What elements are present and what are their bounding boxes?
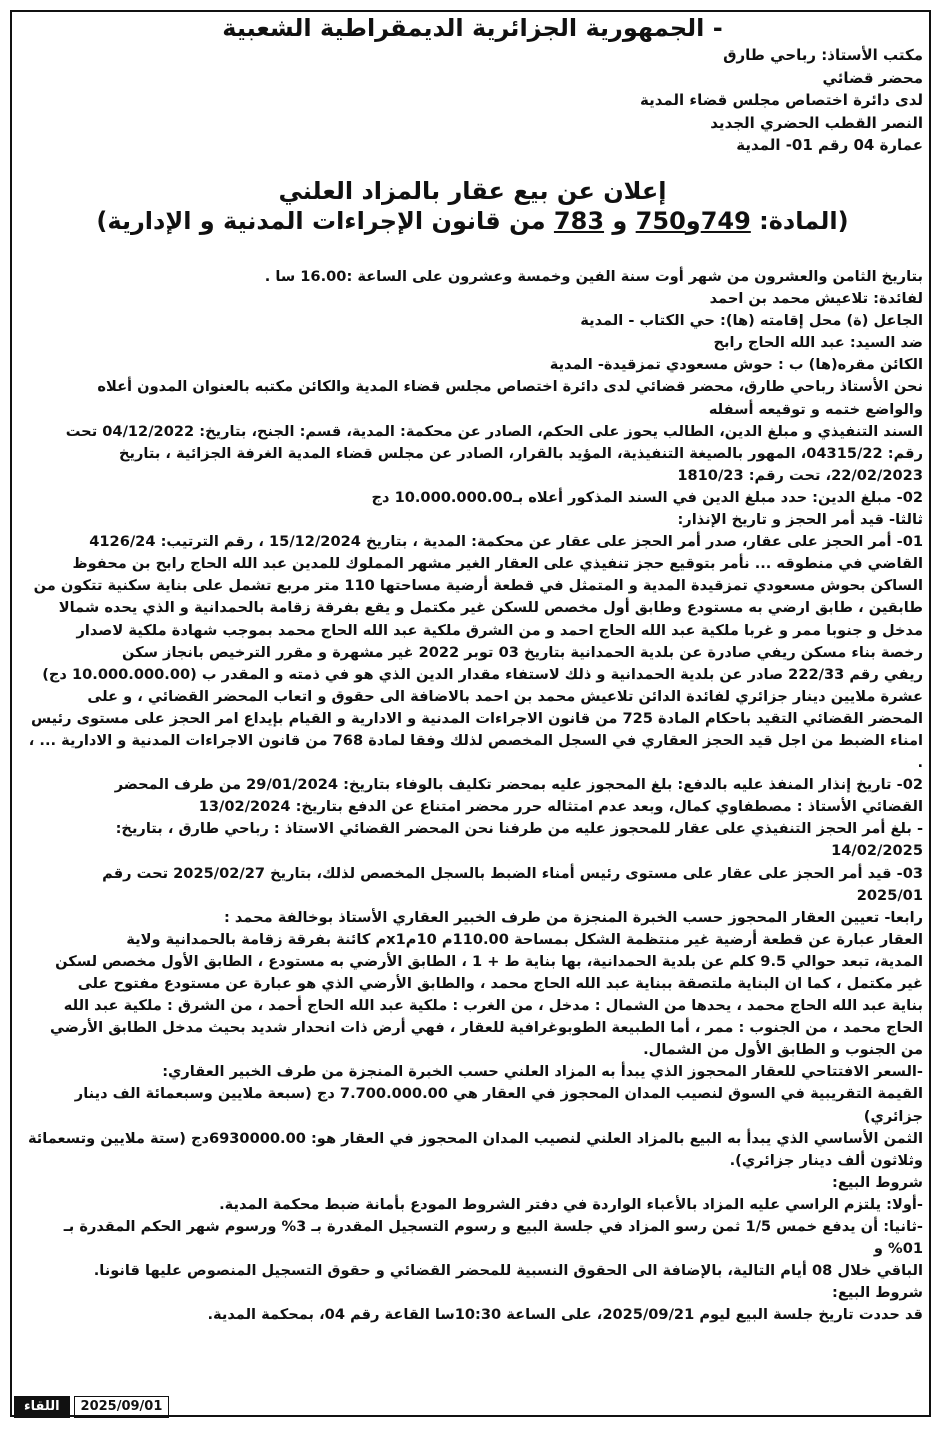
body-line: 02- تاريخ إنذار المنفذ عليه بالدفع: بلغ المحجوز عليه بمحضر تكليف بالوفاء بتاريخ: 29/01/2024 من طرف المحضر bbox=[114, 776, 923, 794]
body-line: 02- مبلغ الدين: حدد مبلغ الدين في السند المذكور أعلاه بـ10.000.000.00 دج bbox=[371, 488, 923, 506]
body-line: 03- قيد أمر الحجز على عقار على مستوى رئيس أمناء الضبط بالسجل المخصص لذلك، بتاريخ 2025/02/27 تحت رقم bbox=[102, 864, 923, 882]
body-line: القيمة التقريبية في السوق لنصيب المدان المحجوز في العقار هي 7.700.000.00 دج (سبعة ملايين وسبعمائة الف دينار bbox=[74, 1085, 923, 1103]
body-line: -ثانيا: أن يدفع خمس 1/5 ثمن رسو المزاد في جلسة البيع و رسوم التسجيل المقدرة بـ 3% ورسوم شهر الحكم المقدرة بـ 01% و bbox=[63, 1218, 923, 1258]
body-line: 22/02/2023، تحت رقم: 1810/23 bbox=[677, 466, 923, 484]
publication-name: اللقاء bbox=[14, 1396, 70, 1418]
articles-prefix: (المادة: bbox=[750, 207, 849, 235]
body-line: طابقين ، طابق ارضي به مستودع وطابق أول مخصص للسكن غير مكتمل و يقع بفرقة زقامة بالحمدانية و الذي يحده شمالا bbox=[58, 599, 923, 617]
body-line: الساكن بحوش مسعودي تمزقيدة المدية و المتمثل في قطعة أرضية مساحتها 110 متر مربع تشمل على بناية سكنية تتكون من bbox=[33, 577, 923, 595]
body-line: الثمن الأساسي الذي يبدأ به البيع بالمزاد العلني لنصيب المدان المحجوز في العقار هو: 6930000.00دج (ستة ملايين وتسعمائة bbox=[27, 1129, 923, 1147]
footer-bar bbox=[14, 1396, 169, 1418]
body-line: الجاعل (ة) محل إقامته (ها): حي الكتاب - المدية bbox=[580, 312, 923, 330]
body-line: العقار عبارة عن قطعة أرضية غير منتظمة الشكل بمساحة 110.00م 10مx1م كائنة بفرقة زقامة بالحمدانية ولاية bbox=[126, 930, 923, 948]
office-line: محضر قضائي bbox=[822, 68, 923, 87]
office-block bbox=[403, 44, 923, 157]
body-line: -أولا: يلتزم الراسي عليه المزاد بالأعباء الواردة في دفتر الشروط المودع بأمانة ضبط محكمة المدية. bbox=[219, 1195, 923, 1213]
office-line: عمارة 04 رقم 01- المدية bbox=[736, 136, 923, 154]
office-line: النصر القطب الحضري الجديد bbox=[710, 113, 923, 132]
body-line: السند التنفيذي و مبلغ الدين، الطالب يحوز على الحكم، الصادر عن محكمة: المدية، قسم: الجنح، بتاريخ: 04/12/2022 تحت bbox=[65, 422, 923, 440]
body-line: قد حددت تاريخ جلسة البيع ليوم 2025/09/21، على الساعة 10:30سا القاعة رقم 04، بمحكمة المدية. bbox=[207, 1306, 923, 1324]
body-line: -السعر الافتتاحي للعقار المحجوز الذي يبدأ به المزاد العلني حسب الخبرة المنجزة من طرف الخبير العقاري: bbox=[162, 1063, 923, 1081]
body-line: غير مكتمل ، كما ان البناية ملتصقة ببناية عبد الله الحاج محمد ، والطابق الأرضي الذي هو عبارة عن مستودع مفتوح على bbox=[77, 975, 923, 992]
body-line: . bbox=[917, 754, 923, 772]
body-line: بتاريخ الثامن والعشرون من شهر أوت سنة الفين وخمسة وعشرون على الساعة :16.00 سا . bbox=[264, 268, 923, 285]
body-line: شروط البيع: bbox=[832, 1284, 923, 1302]
body-line: 2025/01 bbox=[856, 886, 923, 904]
office-line: مكتب الأستاذ: رباحي طارق bbox=[723, 46, 923, 64]
body-line: ريفي رقم 222/33 صادر عن بلدية الحمدانية و ذلك لاستفاء مقدار الدين الذي هو في ذمته و المقدر ب (10.000.000.00 دج) bbox=[42, 665, 923, 683]
page-title: - الجمهورية الجزائرية الديمقراطية الشعبية bbox=[222, 14, 723, 42]
notice-heading: إعلان عن بيع عقار بالمزاد العلني bbox=[278, 177, 667, 205]
body-line: رابعا- تعيين العقار المحجوز حسب الخبرة المنجزة من طرف الخبير العقاري الأستاذ بوخالفة محمد : bbox=[223, 908, 923, 926]
body-line: امناء الضبط من اجل قيد الحجز العقاري في السجل المخصص لذلك وفقا لمادة 768 من قانون الاجراءات المدنية و الادارية ... ، bbox=[28, 731, 923, 749]
articles-separator: و bbox=[604, 207, 636, 235]
body-line: الباقي خلال 08 أيام التالية، بالإضافة الى الحقوق النسبية للمحضر القضائي و حقوق التسجيل المنصوص عليها قانونا. bbox=[93, 1262, 923, 1280]
body-line: لفائدة: تلاعيش محمد بن احمد bbox=[709, 290, 923, 308]
body-line: القضائي الأستاذ : مصطفاوي كمال، وبعد عدم امتثاله حرر محضر امتناع عن الدفع بتاريخ: 13/02/2024 bbox=[198, 798, 923, 816]
body-line: - بلغ أمر الحجز التنفيذي على عقار للمحجوز عليه من طرفنا نحن المحضر القضائي الاستاذ : رباحي طارق ، بتاريخ: bbox=[115, 820, 923, 838]
body-line: شروط البيع: bbox=[832, 1173, 923, 1191]
body-line: ضد السيد: عبد الله الحاج رابح bbox=[713, 334, 923, 352]
body-line: نحن الأستاذ رباحي طارق، محضر قضائي لدى دائرة اختصاص مجلس قضاء المدية والكائن مكتبه بالعنوان المدون أعلاه bbox=[97, 378, 923, 396]
body-line: جزائري) bbox=[863, 1107, 923, 1125]
body-line: الحاج محمد ، من الجنوب : ممر ، أما الطبيعة الطوبوغرافية للعقار ، فهي أرض ذات انحدار شديد بحيث مدخل الطابق الأرضي bbox=[50, 1019, 923, 1037]
body-line: وثلاثون ألف دينار جزائري). bbox=[729, 1151, 923, 1169]
body-line: بناية عبد الله الحاج محمد ، يحدها من الشمال : مدخل ، من الغرب : ملكية عبد الله الحاج أحمد ، من الشرق : ملكية عبد الله bbox=[63, 997, 923, 1015]
notice-title-block bbox=[30, 176, 915, 236]
article-number: 750 bbox=[635, 207, 686, 235]
body-line: مدخل و جنوبا ممر و غربا ملكية عبد الله الحاج احمد و من الشرق ملكية عبد الله الحاج محمد بموجب شهادة ملكية لاصدار bbox=[76, 621, 923, 639]
body-line: 01- أمر الحجز على عقار، صدر أمر الحجز على عقار عن محكمة: المدية ، بتاريخ 15/12/2024 ، رقم الترتيب: 4126/24 bbox=[89, 533, 923, 551]
body-line: عشرة ملايين دينار جزائري لفائدة الدائن تلاعيش محمد بن احمد بالاضافة الى حقوق و اتعاب المحضر القضائي ، و على bbox=[87, 687, 923, 705]
articles-separator: و bbox=[685, 207, 701, 235]
body-line: المحضر القضائي التقيد باحكام المادة 725 من قانون الاجراءات المدنية و الادارية و القيام بإيداع امر الحجز على مستوى رئيس bbox=[31, 709, 923, 727]
notice-body bbox=[24, 266, 923, 1327]
article-number: 749 bbox=[700, 207, 751, 235]
article-number: 783 bbox=[553, 207, 605, 235]
body-line: ثالثا- قيد أمر الحجز و تاريخ الإنذار: bbox=[677, 511, 923, 529]
publication-date: 2025/09/01 bbox=[74, 1396, 170, 1418]
body-line: الكائن مقره(ها) ب : حوش مسعودي تمزقيدة- المدية bbox=[549, 356, 923, 374]
body-line: من الجنوب و الطابق الأول من الشمال. bbox=[643, 1041, 923, 1059]
body-line: 14/02/2025 bbox=[831, 842, 923, 860]
articles-suffix: من قانون الإجراءات المدنية و الإدارية) bbox=[96, 207, 554, 235]
notice-articles bbox=[30, 206, 915, 236]
body-line: رقم: 04315/22، المهور بالصيغة التنفيذية، المؤيد بالقرار، الصادر عن مجلس قضاء المدية الغرفة الجزائية ، بتاريخ bbox=[118, 444, 923, 462]
body-line: المدية، تبعد حوالي 9.5 كلم عن بلدية الحمدانية، بها بناية ط + 1 ، الطابق الأرضي به مستودع ، الطابق الأول مخصص لسكن bbox=[55, 952, 923, 970]
body-line: القاضي في منطوقه ... نأمر بتوقيع حجز تنفيذي على العقار الغير مشهر المملوك للمدين عبد الله الحاج رابح بن محفوظ bbox=[72, 555, 923, 573]
office-line: لدى دائرة اختصاص مجلس قضاء المدية bbox=[639, 91, 923, 109]
body-line: والواضع ختمه و توقيعه أسفله bbox=[708, 400, 923, 418]
body-line: رخصة بناء مسكن ريفي صادرة عن بلدية الحمدانية بتاريخ 03 توبر 2022 غير مشهرة و مقرر الترخيص بانجاز سكن bbox=[121, 643, 923, 661]
